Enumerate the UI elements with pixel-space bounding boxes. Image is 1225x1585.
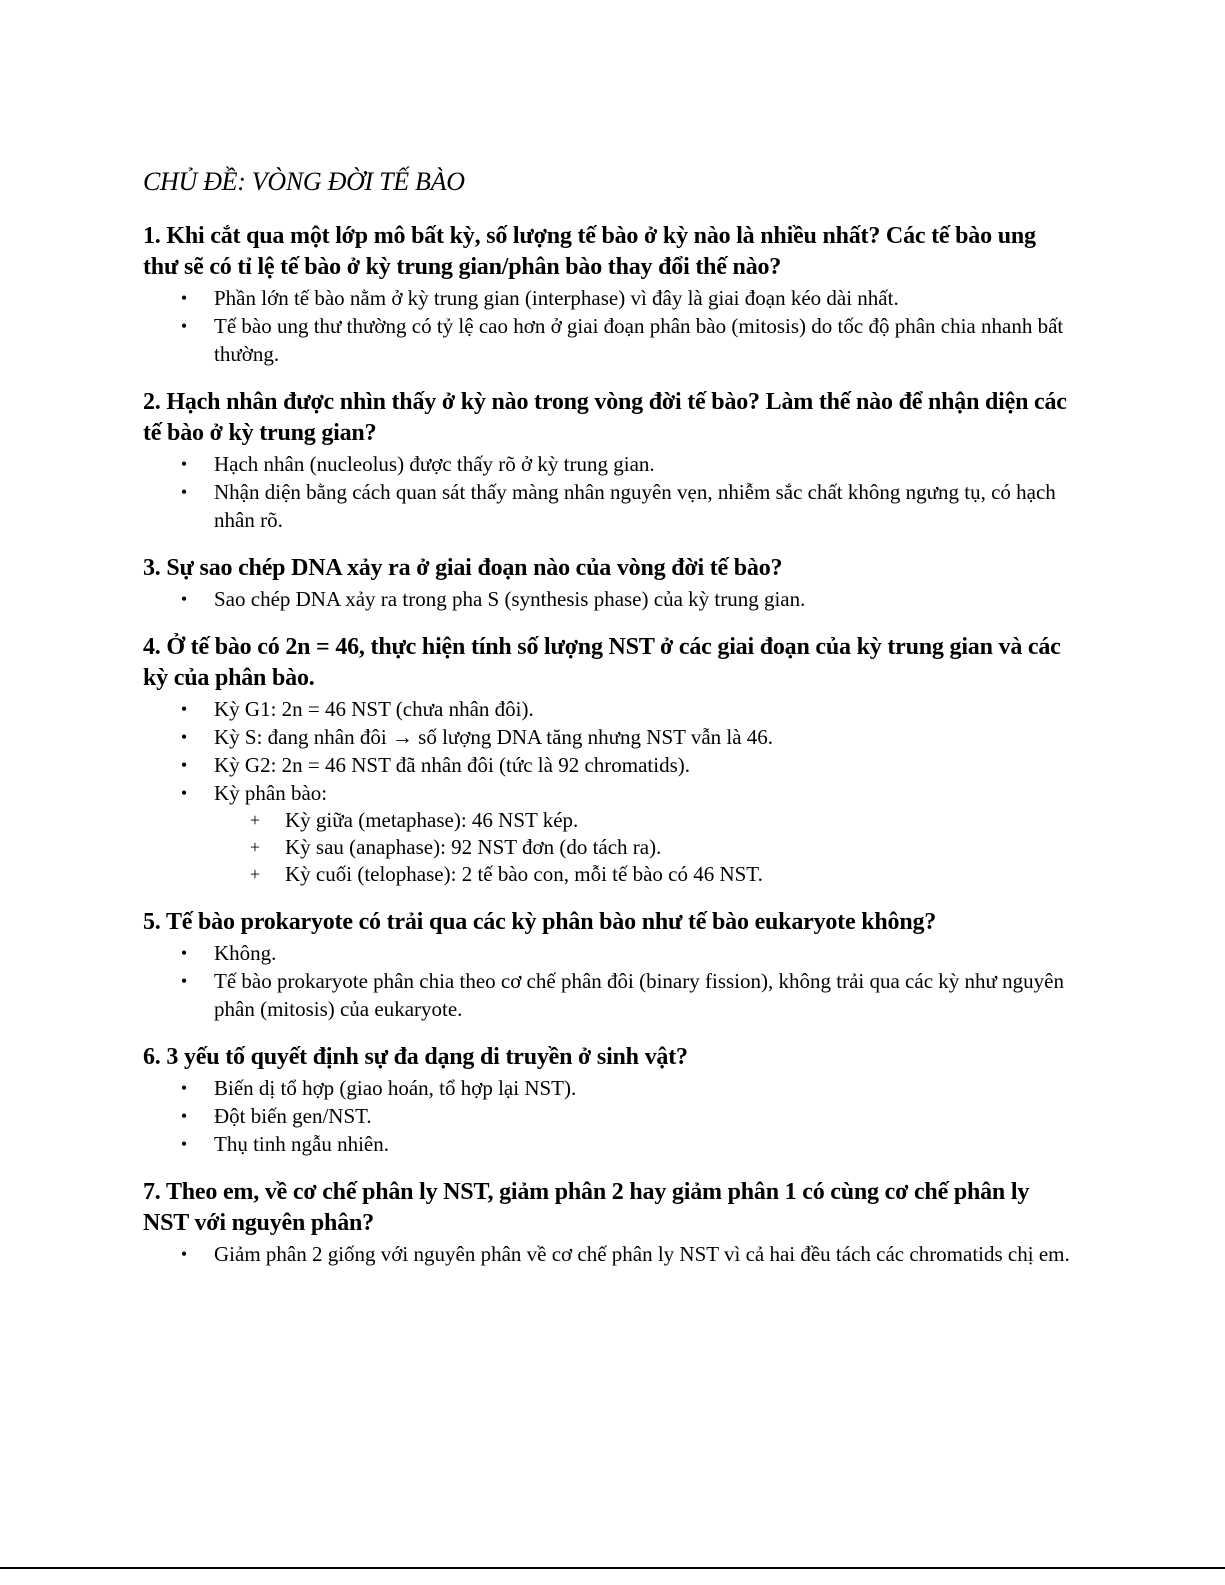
answer-text: Kỳ G2: 2n = 46 NST đã nhân đôi (tức là 92 chromatids).	[214, 753, 691, 777]
answer-text: Giảm phân 2 giống với nguyên phân về cơ chế phân ly NST vì cả hai đều tách các chromatids chị em.	[214, 1242, 1070, 1266]
sub-answer-text: Kỳ sau (anaphase): 92 NST đơn (do tách ra).	[285, 835, 662, 859]
answer-text: Không.	[214, 941, 277, 965]
question-5	[143, 907, 1073, 1023]
plus-icon: +	[249, 837, 261, 857]
question-3	[143, 553, 1073, 613]
answer-item	[180, 1240, 1073, 1268]
answer-text: Nhận diện bằng cách quan sát thấy màng nhân nguyên vẹn, nhiễm sắc chất không ngưng tụ, có hạch nhân rõ.	[214, 480, 1056, 532]
question-heading: 5. Tế bào prokaryote có trải qua các kỳ phân bào như tế bào eukaryote không?	[143, 909, 937, 935]
bullet-icon: •	[180, 1106, 188, 1126]
question-1	[143, 221, 1073, 368]
answer-list	[143, 695, 1073, 888]
question-heading: 3. Sự sao chép DNA xảy ra ở giai đoạn nào của vòng đời tế bào?	[143, 555, 783, 581]
bullet-icon: •	[180, 971, 188, 991]
question-heading: 7. Theo em, về cơ chế phân ly NST, giảm phân 2 hay giảm phân 1 có cùng cơ chế phân ly NST với nguyên phân?	[143, 1179, 1030, 1236]
answer-item	[180, 585, 1073, 613]
bullet-icon: •	[180, 589, 188, 609]
sub-answer-item	[249, 807, 1073, 834]
answer-text: Biến dị tổ hợp (giao hoán, tổ hợp lại NST).	[214, 1076, 577, 1100]
answer-text: Kỳ G1: 2n = 46 NST (chưa nhân đôi).	[214, 697, 534, 721]
question-heading: 6. 3 yếu tố quyết định sự đa dạng di truyền ở sinh vật?	[143, 1044, 688, 1070]
answer-list	[143, 939, 1073, 1023]
bullet-icon: •	[180, 783, 188, 803]
answer-item	[180, 1102, 1073, 1130]
answer-item	[180, 1074, 1073, 1102]
answer-text: Kỳ phân bào:	[214, 781, 328, 805]
answer-text: Phần lớn tế bào nằm ở kỳ trung gian (interphase) vì đây là giai đoạn kéo dài nhất.	[214, 286, 899, 310]
sub-answer-item	[249, 834, 1073, 861]
bullet-icon: •	[180, 943, 188, 963]
bullet-icon: •	[180, 454, 188, 474]
question-6	[143, 1042, 1073, 1158]
sub-answer-text: Kỳ cuối (telophase): 2 tế bào con, mỗi tế bào có 46 NST.	[285, 862, 763, 886]
plus-icon: +	[249, 810, 261, 830]
bullet-icon: •	[180, 755, 188, 775]
question-heading: 1. Khi cắt qua một lớp mô bất kỳ, số lượng tế bào ở kỳ nào là nhiều nhất? Các tế bào ung thư sẽ có tỉ lệ tế bào ở kỳ trung gian/phân bào thay đổi thế nào?	[143, 223, 1036, 280]
answer-text: Kỳ S: đang nhân đôi → số lượng DNA tăng nhưng NST vẫn là 46.	[214, 725, 774, 749]
answer-list	[143, 585, 1073, 613]
answer-item	[180, 284, 1073, 312]
answer-item	[180, 723, 1073, 751]
sub-answer-text: Kỳ giữa (metaphase): 46 NST kép.	[285, 808, 579, 832]
bullet-icon: •	[180, 288, 188, 308]
answer-text: Hạch nhân (nucleolus) được thấy rõ ở kỳ trung gian.	[214, 452, 655, 476]
answer-item	[180, 1130, 1073, 1158]
answer-text: Thụ tinh ngẫu nhiên.	[214, 1132, 389, 1156]
answer-text: Tế bào prokaryote phân chia theo cơ chế phân đôi (binary fission), không trải qua các kỳ như nguyên phân (mitosis) của eukaryote.	[214, 969, 1064, 1021]
topic-title: CHỦ ĐỀ: VÒNG ĐỜI TẾ BÀO	[143, 167, 465, 196]
bullet-icon: •	[180, 727, 188, 747]
answer-item	[180, 967, 1073, 1023]
answer-item	[180, 751, 1073, 779]
bullet-icon: •	[180, 699, 188, 719]
plus-icon: +	[249, 864, 261, 884]
answer-text: Đột biến gen/NST.	[214, 1104, 372, 1128]
answer-list	[143, 450, 1073, 534]
bullet-icon: •	[180, 482, 188, 502]
question-7	[143, 1177, 1073, 1268]
bullet-icon: •	[180, 1078, 188, 1098]
answer-item	[180, 312, 1073, 368]
bullet-icon: •	[180, 1134, 188, 1154]
answer-text: Sao chép DNA xảy ra trong pha S (synthesis phase) của kỳ trung gian.	[214, 587, 806, 611]
document-content	[143, 166, 1073, 1287]
answer-list	[143, 1074, 1073, 1158]
answer-item	[180, 450, 1073, 478]
question-heading: 4. Ở tế bào có 2n = 46, thực hiện tính số lượng NST ở các giai đoạn của kỳ trung gian và các kỳ của phân bào.	[143, 634, 1061, 691]
sub-answer-list	[214, 807, 1073, 888]
page-bottom-divider	[0, 1567, 1225, 1569]
bullet-icon: •	[180, 1244, 188, 1264]
answer-item	[180, 478, 1073, 534]
answer-list	[143, 284, 1073, 368]
bullet-icon: •	[180, 316, 188, 336]
question-4	[143, 632, 1073, 888]
answer-item	[180, 695, 1073, 723]
answer-list	[143, 1240, 1073, 1268]
question-2	[143, 387, 1073, 534]
answer-item	[180, 779, 1073, 888]
answer-text: Tế bào ung thư thường có tỷ lệ cao hơn ở giai đoạn phân bào (mitosis) do tốc độ phân chia nhanh bất thường.	[214, 314, 1064, 366]
question-heading: 2. Hạch nhân được nhìn thấy ở kỳ nào trong vòng đời tế bào? Làm thế nào để nhận diện các tế bào ở kỳ trung gian?	[143, 389, 1067, 446]
sub-answer-item	[249, 861, 1073, 888]
answer-item	[180, 939, 1073, 967]
